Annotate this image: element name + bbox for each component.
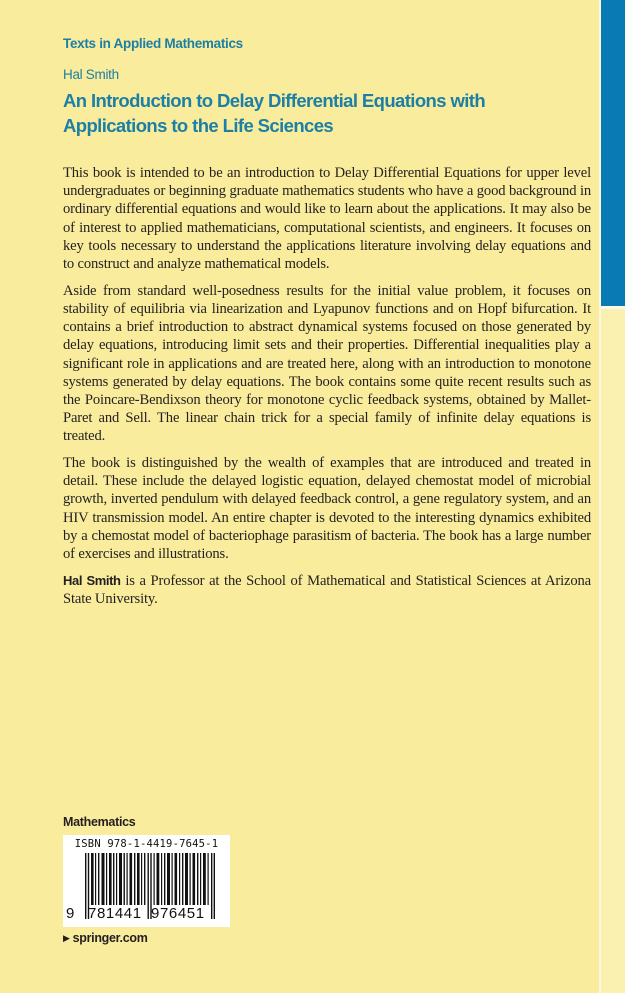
ean-first-digit: 9 (66, 905, 75, 922)
publisher-website: springer.com (72, 931, 148, 945)
bio-text: is a Professor at the School of Mathematical and Statistical Sciences at Arizona State University. (63, 572, 591, 607)
book-title: An Introduction to Delay Differential Equations with Applications to the Life Sciences (63, 90, 486, 136)
author-bio (63, 572, 591, 608)
description-paragraph: This book is intended to be an introduction to Delay Differential Equations for upper level undergraduates or beginning graduate mathematics students who have a good background in ordinary differential equations and would like to learn about the applications. It may also be of interest to applied mathematicians, computational scientists, and engineers. It focuses on key tools necessary to understand the applications literature involving delay equations and to construct and analyze mathematical models. (63, 165, 591, 273)
bio-author-name: Hal Smith (63, 572, 121, 588)
ean-right-digits: 976451 (151, 905, 205, 922)
triangle-right-icon: ▶ (63, 932, 70, 943)
author-name: Hal Smith (63, 67, 119, 82)
publisher-website-link[interactable] (63, 931, 148, 945)
subject-category: Mathematics (63, 815, 136, 829)
spine-band-gap (601, 306, 625, 309)
series-name: Texts in Applied Mathematics (63, 36, 243, 51)
spine-color-band (601, 0, 625, 306)
description (63, 164, 591, 617)
isbn-barcode (63, 835, 230, 927)
description-paragraph: Aside from standard well-posedness results for the initial value problem, it focuses on stability of equilibria via linearization and Lyapunov functions and on Hopf bifurcation. It contains a brief introduction to abstract dynamical systems focused on those generated by delay equations, introducing limit sets and their properties. Differential inequalities play a significant role in applications and are treated here, along with an introduction to monotone systems generated by delay equations. The book contains some quite recent results such as the Poincare-Bendixson theory for monotone cyclic feedback systems, obtained by Mallet-Paret and Sell. The linear chain trick for a special family of infinite delay equations is treated. (63, 282, 591, 445)
isbn-label: ISBN 978-1-4419-7645-1 (74, 838, 219, 850)
description-paragraph: The book is distinguished by the wealth of examples that are introduced and treated in detail. These include the delayed logistic equation, delayed chemostat model of microbial growth, inverted pendulum with delayed feedback control, a gene regulatory system, and an HIV transmission model. An entire chapter is devoted to the interesting dynamics exhibited by a chemostat model of bacteriophage parasitism of bacteria. The book has a large number of exercises and illustrations. (63, 455, 591, 563)
ean-left-digits: 781441 (88, 905, 142, 922)
